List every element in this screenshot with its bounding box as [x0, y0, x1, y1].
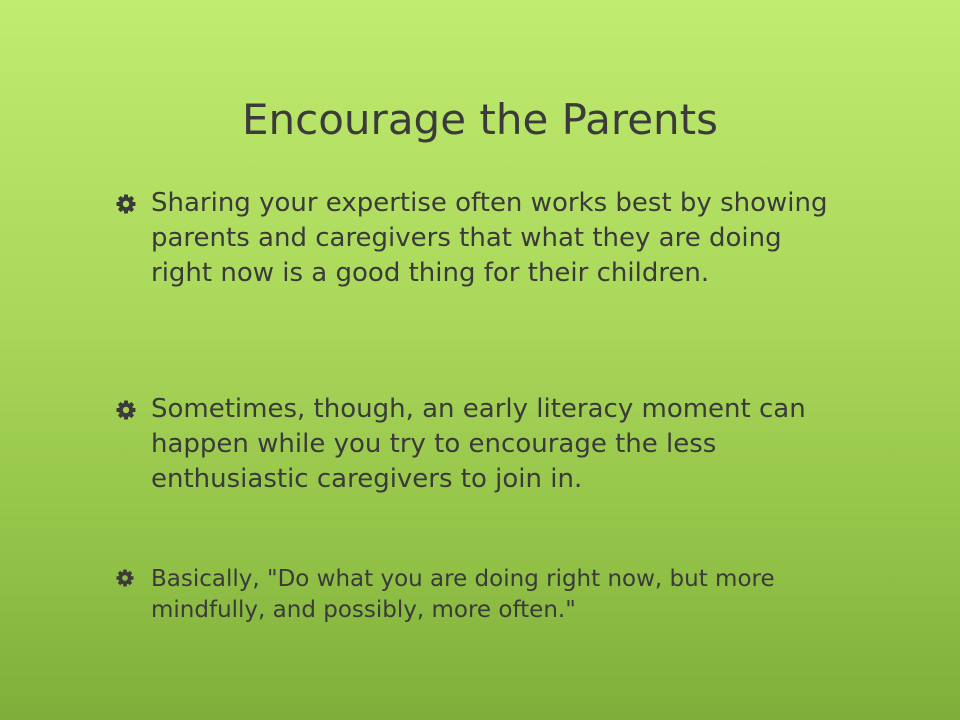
bullet-text: Sometimes, though, an early literacy moment can happen while you try to encourage the less enthusiastic caregivers to join in.: [151, 394, 806, 494]
gear-bullet-icon: [116, 569, 134, 587]
bullet-text: Basically, "Do what you are doing right now, but more mindfully, and possibly, more often.": [151, 566, 775, 623]
bullet-item: [116, 392, 836, 497]
slide-title: Encourage the Parents: [241, 95, 719, 144]
gear-bullet-icon: [116, 400, 136, 420]
bullet-item: [116, 564, 836, 626]
gear-bullet-icon: [116, 194, 136, 214]
bullet-item: [116, 186, 836, 291]
bullet-text: Sharing your expertise often works best by showing parents and caregivers that what they are doing right now is a good thing for their children.: [151, 188, 828, 288]
